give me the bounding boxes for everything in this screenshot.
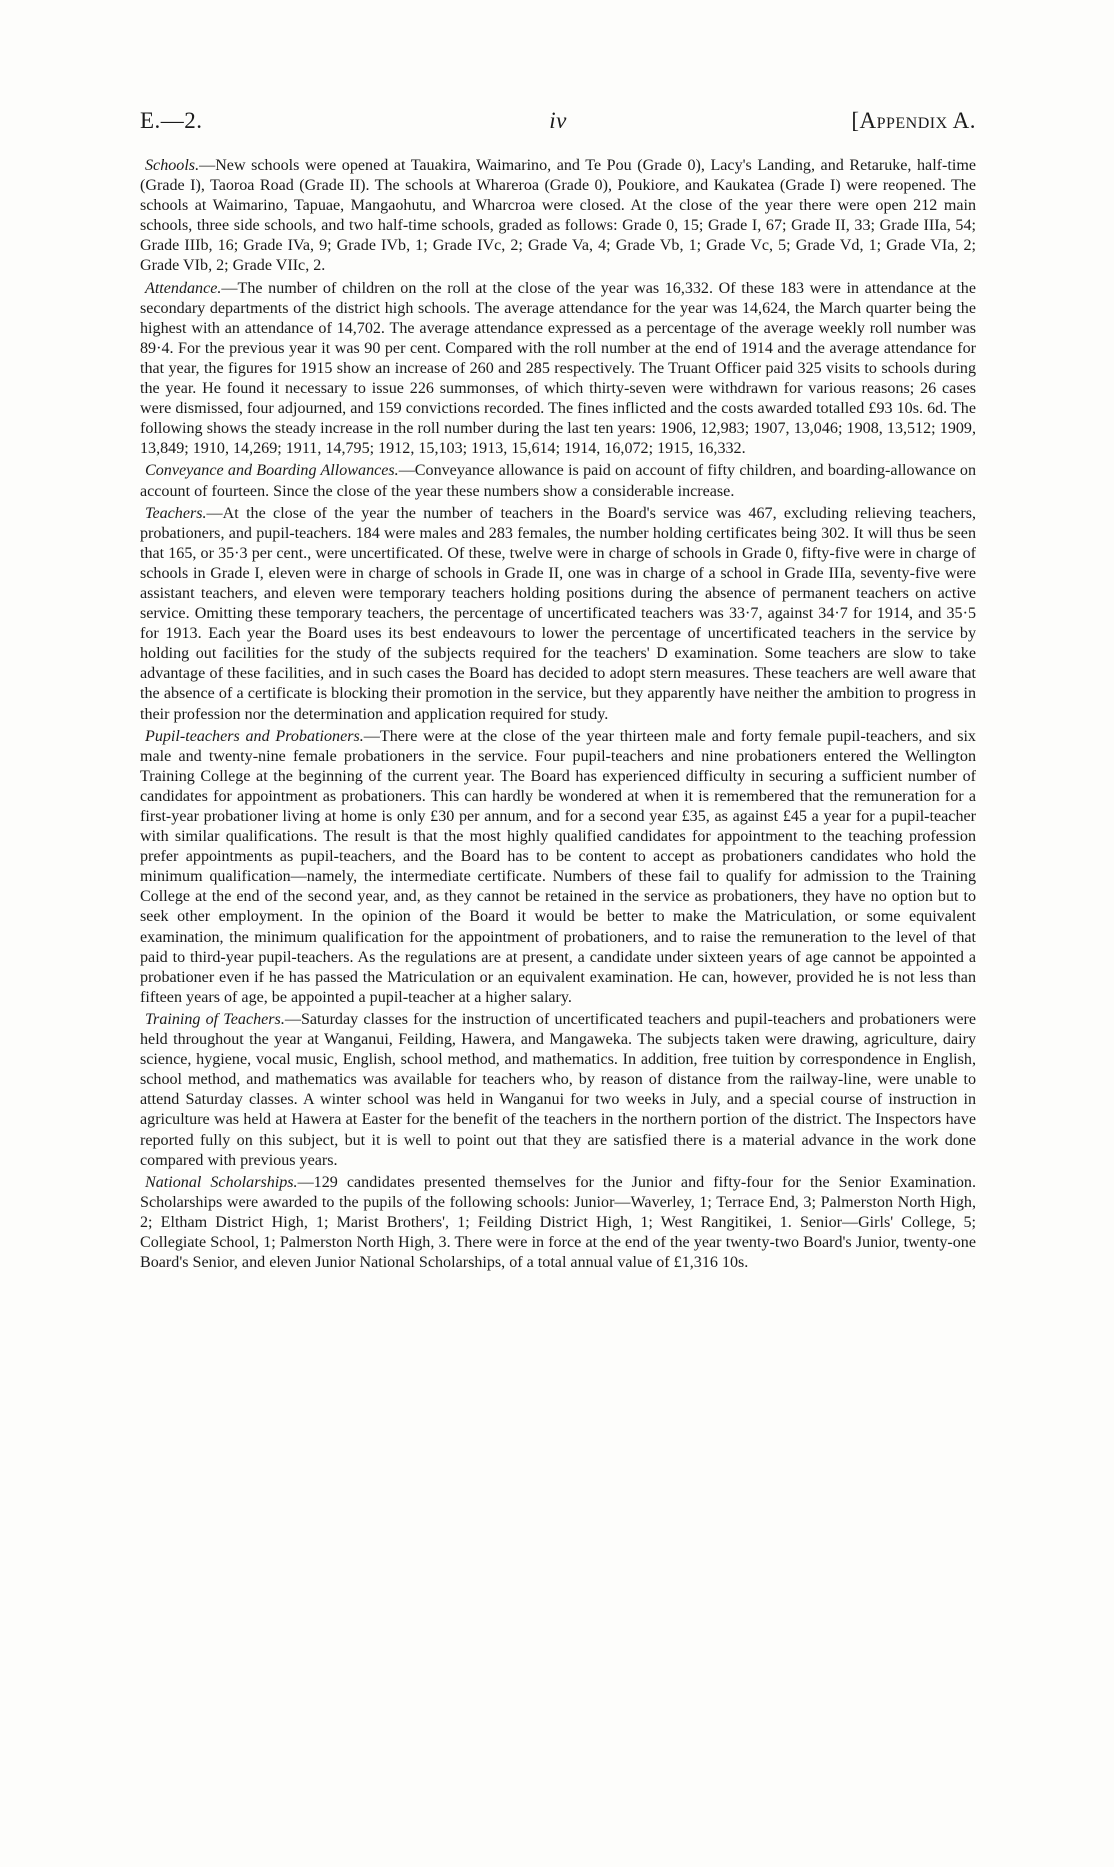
paragraph-text: —New schools were opened at Tauakira, Waimarino, and Te Pou (Grade 0), Lacy's Landing, and Retaruke, half-time (Grade I), Taoroa Road (Grade II). The schools at Whareroa (Grade 0), Poukiore, and Kaukatea (Grade I) were reopened. The schools at Waimarino, Tapuae, Mangaohutu, and Wharcroa were closed. At the close of the year there were open 212 main schools, three side schools, and two half-time schools, graded as follows: Grade 0, 15; Grade I, 67; Grade II, 33; Grade IIIa, 54; Grade IIIb, 16; Grade IVa, 9; Grade IVb, 1; Grade IVc, 2; Grade Va, 4; Grade Vb, 1; Grade Vc, 5; Grade Vd, 1; Grade VIa, 2; Grade VIb, 2; Grade VIIc, 2. [140,157,976,275]
paragraph-pupil-teachers [140,727,976,1008]
page-number: iv [549,108,567,133]
document-body [140,156,976,1275]
paragraph-attendance [140,279,976,460]
paragraph-conveyance [140,461,976,501]
paragraph-heading: National Scholarships. [145,1173,298,1191]
paragraph-schools [140,156,976,277]
paragraph-text: —Conveyance allowance is paid on account of fifty children, and boarding-allowance on account of fourteen. Since the close of the year these numbers show a considerable increase. [140,462,977,500]
paragraph-text: —Saturday classes for the instruction of uncertificated teachers and pupil-teachers and probationers were held throughout the year at Wanganui, Feilding, Hawera, and Mangaweka. The subjects taken were drawing, agriculture, dairy science, hygiene, vocal music, English, school method, and mathematics. In addition, free tuition by correspondence in English, school method, and mathematics was available for teachers who, by reason of distance from the railway-line, were unable to attend Saturday classes. A winter school was held in Wanganui for two weeks in July, and a special course of instruction in agriculture was held at Hawera at Easter for the benefit of the teachers in the northern portion of the district. The Inspectors have reported fully on this subject, but it is well to point out that they are satisfied there is a material advance in the work done compared with previous years. [140,1010,976,1169]
header-reference: E.—2. [140,108,203,133]
paragraph-heading: Schools. [145,157,200,174]
paragraph-heading: Training of Teachers. [145,1010,285,1028]
paragraph-text: —129 candidates presented themselves for the Junior and fifty-four for the Senior Examination. Scholarships were awarded to the pupils of the following schools: Junior—Waverley, 1; Terrace End, 3; Palmerston North High, 2; Eltham District High, 1; Marist Brothers', 1; Feilding District High, 1; West Rangitikei, 1. Senior—Girls' College, 5; Collegiate School, 1; Palmerston North High, 3. There were in force at the end of the year twenty-two Board's Junior, twenty-one Board's Senior, and eleven Junior National Scholarships, of a total annual value of £1,316 10s. [140,1173,977,1272]
paragraph-heading: Pupil-teachers and Probationers. [145,727,364,745]
header-appendix: [Appendix A. [851,108,976,133]
paragraph-scholarships [140,1173,976,1273]
paragraph-text: —There were at the close of the year thirteen male and forty female pupil-teachers, and six male and twenty-nine female probationers in the service. Four pupil-teachers and nine probationers entered the Wellington Training College at the beginning of the current year. The Board has experienced difficulty in securing a sufficient number of candidates for appointment as probationers. This can hardly be wondered at when it is remembered that the remuneration for a first-year probationer living at home is only £30 per annum, and for a second year £35, as against £45 a year for a pupil-teacher with similar qualifications. The result is that the most highly qualified candidates for appointment to the teaching profession prefer appointments as pupil-teachers, and the Board has to be content to accept as probationers candidates who hold the minimum qualification—namely, the intermediate certificate. Numbers of these fail to qualify for admission to the Training College at the end of the second year, and, as they cannot be retained in the service as probationers, they have no option but to seek other employment. In the opinion of the Board it would be better to make the Matriculation, or some equivalent examination, the minimum qualification for the appointment of probationers, and to raise the remuneration to the level of that paid to third-year pupil-teachers. As the regulations are at present, a candidate under sixteen years of age cannot be appointed a probationer even if he has passed the Matriculation or an equivalent examination. He can, however, provided he is not less than fifteen years of age, be appointed a pupil-teacher at a higher salary. [140,727,976,1006]
paragraph-teachers [140,504,976,725]
paragraph-training [140,1010,976,1171]
paragraph-heading: Teachers. [145,504,207,522]
page-header [140,108,976,144]
paragraph-text: —At the close of the year the number of teachers in the Board's service was 467, excluding relieving teachers, probationers, and pupil-teachers. 184 were males and 283 females, the number holding certificates being 302. It will thus be seen that 165, or 35·3 per cent., were uncertificated. Of these, twelve were in charge of schools in Grade 0, fifty-five were in charge of schools in Grade I, eleven were in charge of schools in Grade II, one was in charge of a school in Grade IIIa, seventy-five were assistant teachers, and eleven were temporary teachers holding positions during the absence of permanent teachers on active service. Omitting these temporary teachers, the percentage of uncertificated teachers was 33·7, against 34·7 for 1914, and 35·5 for 1913. Each year the Board uses its best endeavours to lower the percentage of uncertificated teachers in the service by holding out facilities for the study of the subjects required for the teachers' D examination. Some teachers are slow to take advantage of these facilities, and in such cases the Board has decided to adopt stern measures. These teachers are well aware that the absence of a certificate is blocking their promotion in the service, but they apparently have neither the ambition to progress in their profession nor the determination and application required for study. [140,504,976,723]
paragraph-heading: Attendance. [145,279,222,297]
paragraph-text: —The number of children on the roll at the close of the year was 16,332. Of these 183 were in attendance at the secondary departments of the district high schools. The average attendance for the year was 14,624, the March quarter being the highest with an attendance of 14,702. The average attendance expressed as a percentage of the average weekly roll number was 89·4. For the previous year it was 90 per cent. Compared with the roll number at the end of 1914 and the average attendance for that year, the figures for 1915 show an increase of 260 and 285 respectively. The Truant Officer paid 325 visits to schools during the year. He found it necessary to issue 226 summonses, of which thirty-seven were withdrawn for various reasons; 26 cases were dismissed, four adjourned, and 159 convictions recorded. The fines inflicted and the costs awarded totalled £93 10s. 6d. The following shows the steady increase in the roll number during the last ten years: 1906, 12,983; 1907, 13,046; 1908, 13,512; 1909, 13,849; 1910, 14,269; 1911, 14,795; 1912, 15,103; 1913, 15,614; 1914, 16,072; 1915, 16,332. [140,279,976,458]
paragraph-heading: Conveyance and Boarding Allowances. [145,462,399,480]
